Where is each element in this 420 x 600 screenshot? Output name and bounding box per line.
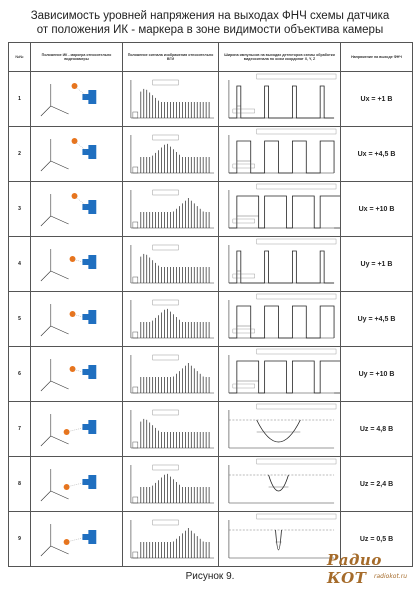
- pulse-width-diagram: [219, 512, 340, 566]
- marker-position-cell: [31, 237, 123, 292]
- pulse-width-cell: [219, 72, 341, 127]
- signal-position-cell: [123, 127, 219, 182]
- voltage-result: Ux = +1 В: [341, 72, 413, 127]
- video-signal-diagram: [123, 292, 218, 346]
- marker-position-diagram: [31, 72, 122, 126]
- signal-position-cell: [123, 457, 219, 512]
- row-number: 7: [9, 402, 31, 457]
- video-signal-diagram: [123, 402, 218, 456]
- watermark-url: radiokot.ru: [374, 573, 407, 580]
- video-signal-diagram: [123, 237, 218, 291]
- row-number: 2: [9, 127, 31, 182]
- voltage-result: Uz = 4,8 В: [341, 402, 413, 457]
- row-number: 5: [9, 292, 31, 347]
- signal-position-cell: [123, 292, 219, 347]
- table-row: [9, 182, 413, 237]
- table-row: [9, 237, 413, 292]
- pulse-width-diagram: [219, 237, 340, 291]
- marker-position-diagram: [31, 402, 122, 456]
- pulse-width-cell: [219, 512, 341, 567]
- voltage-result: Uy = +4,5 В: [341, 292, 413, 347]
- table-header-row: [9, 43, 413, 72]
- marker-position-cell: [31, 182, 123, 237]
- pulse-width-diagram: [219, 347, 340, 401]
- video-signal-diagram: [123, 457, 218, 511]
- marker-position-diagram: [31, 127, 122, 181]
- header-marker-position: Положение ИК - маркера относительно видеокамеры: [31, 43, 123, 72]
- row-number: 9: [9, 512, 31, 567]
- pulse-width-cell: [219, 237, 341, 292]
- table-row: [9, 402, 413, 457]
- pulse-width-diagram: [219, 127, 340, 181]
- ir-marker-icon: [70, 366, 76, 372]
- marker-position-cell: [31, 512, 123, 567]
- video-signal-diagram: [123, 72, 218, 126]
- video-signal-diagram: [123, 182, 218, 236]
- pulse-width-cell: [219, 182, 341, 237]
- pulse-width-cell: [219, 457, 341, 512]
- header-filter-voltage: Напряжение на выходе ФНЧ: [341, 43, 413, 72]
- camera-icon: [88, 475, 96, 489]
- camera-icon: [88, 420, 96, 434]
- row-number: 4: [9, 237, 31, 292]
- camera-icon: [88, 200, 96, 214]
- table-row: [9, 292, 413, 347]
- pulse-width-diagram: [219, 182, 340, 236]
- watermark-brand: Радио КОТ: [327, 551, 382, 587]
- voltage-result: Uy = +1 В: [341, 237, 413, 292]
- header-pulse-width: Ширина импульсов на выходах детекторов схемы обработки видеосигнала по осям координат X, Y, Z: [219, 43, 341, 72]
- pulse-width-diagram: [219, 457, 340, 511]
- video-signal-diagram: [123, 127, 218, 181]
- table-row: [9, 347, 413, 402]
- marker-position-diagram: [31, 182, 122, 236]
- camera-icon: [88, 310, 96, 324]
- table-body: [9, 72, 413, 567]
- table-row: [9, 72, 413, 127]
- marker-position-cell: [31, 457, 123, 512]
- marker-position-diagram: [31, 237, 122, 291]
- ir-marker-icon: [70, 311, 76, 317]
- camera-icon: [88, 530, 96, 544]
- table-row: [9, 127, 413, 182]
- header-signal-position: Положение сигнала изображения относительно ВГИ: [123, 43, 219, 72]
- camera-icon: [88, 145, 96, 159]
- marker-position-cell: [31, 127, 123, 182]
- pulse-width-cell: [219, 292, 341, 347]
- diagram-table: [8, 42, 413, 567]
- signal-position-cell: [123, 182, 219, 237]
- title-line-2: от положения ИК - маркера в зоне видимости объектива камеры: [36, 24, 384, 36]
- marker-position-cell: [31, 72, 123, 127]
- video-signal-diagram: [123, 512, 218, 566]
- table-row: [9, 457, 413, 512]
- signal-position-cell: [123, 402, 219, 457]
- signal-position-cell: [123, 237, 219, 292]
- camera-icon: [88, 365, 96, 379]
- pulse-width-diagram: [219, 292, 340, 346]
- ir-marker-icon: [70, 256, 76, 262]
- pulse-width-cell: [219, 127, 341, 182]
- signal-position-cell: [123, 512, 219, 567]
- marker-position-cell: [31, 402, 123, 457]
- marker-position-diagram: [31, 457, 122, 511]
- row-number: 3: [9, 182, 31, 237]
- marker-position-cell: [31, 292, 123, 347]
- voltage-result: Uz = 0,5 В: [341, 512, 413, 567]
- page-title: [0, 9, 420, 37]
- pulse-width-cell: [219, 347, 341, 402]
- header-num: №№: [9, 43, 31, 72]
- signal-position-cell: [123, 72, 219, 127]
- voltage-result: Ux = +10 В: [341, 182, 413, 237]
- marker-position-diagram: [31, 347, 122, 401]
- pulse-width-diagram: [219, 72, 340, 126]
- row-number: 6: [9, 347, 31, 402]
- figure-caption: Рисунок 9.: [185, 571, 235, 582]
- voltage-result: Uy = +10 В: [341, 347, 413, 402]
- marker-position-diagram: [31, 512, 122, 566]
- marker-position-diagram: [31, 292, 122, 346]
- watermark-logo: [327, 545, 415, 595]
- row-number: 8: [9, 457, 31, 512]
- title-line-1: Зависимость уровней напряжения на выходах ФНЧ схемы датчика: [30, 10, 390, 22]
- camera-icon: [88, 255, 96, 269]
- row-number: 1: [9, 72, 31, 127]
- voltage-result: Uz = 2,4 В: [341, 457, 413, 512]
- pulse-width-cell: [219, 402, 341, 457]
- pulse-width-diagram: [219, 402, 340, 456]
- video-signal-diagram: [123, 347, 218, 401]
- camera-icon: [88, 90, 96, 104]
- marker-position-cell: [31, 347, 123, 402]
- signal-position-cell: [123, 347, 219, 402]
- voltage-result: Ux = +4,5 В: [341, 127, 413, 182]
